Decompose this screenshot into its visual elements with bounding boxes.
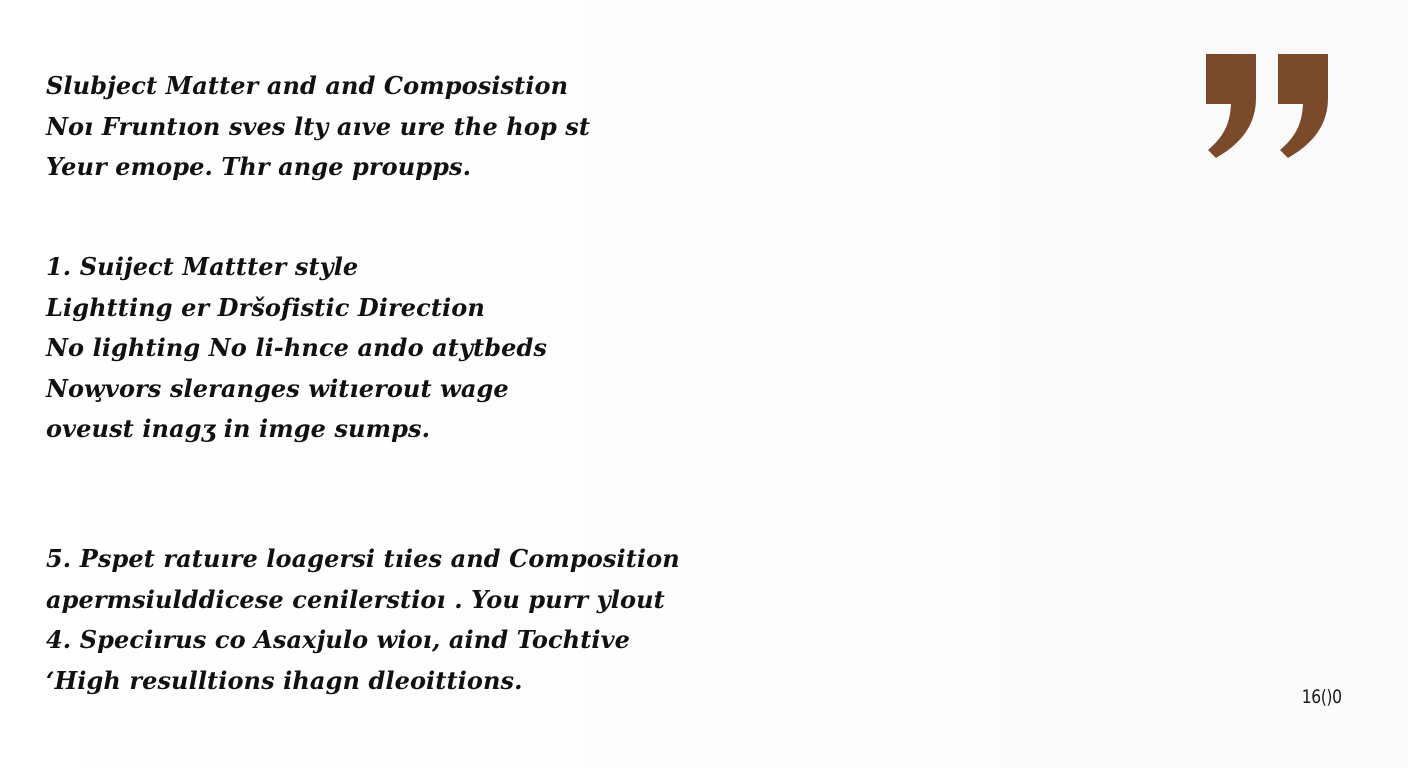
text-line: apermsiulddicese cenilerstioı . You purr ylout bbox=[46, 584, 665, 614]
text-line: ʻHigh resulltions ihagn dleoittions. bbox=[46, 665, 523, 695]
text-line: Slubject Matter and and Composistion bbox=[46, 71, 569, 100]
text-line: 5. Pspet ratuıre loagersi tıies and Composition bbox=[46, 544, 680, 573]
text-line: oveust inagʒ in imge sumps. bbox=[46, 414, 431, 443]
text-line: No lighting No li-hnce ando atytbeds bbox=[46, 333, 547, 362]
text-line: 1. Suiject Mattter style bbox=[46, 252, 359, 281]
text-line: 4. Speciırus co Asaxjulo wioı, aind Tochtive bbox=[46, 625, 631, 654]
paragraph-composition bbox=[46, 539, 680, 701]
paragraph-subject-matter bbox=[46, 66, 590, 188]
text-line: Lightting er Dršofistic Direction bbox=[46, 292, 485, 322]
page-number: 16()0 bbox=[1302, 686, 1342, 708]
text-line: Yeur emope. Thr ange proupps. bbox=[46, 152, 472, 181]
paragraph-lighting bbox=[46, 247, 547, 450]
text-line: Noı Fruntıon sves lty aıve ure the hop st bbox=[46, 111, 591, 141]
closing-quote-icon bbox=[1196, 40, 1336, 170]
text-line: Now̧vors sleranges witıerout wage bbox=[46, 373, 509, 403]
